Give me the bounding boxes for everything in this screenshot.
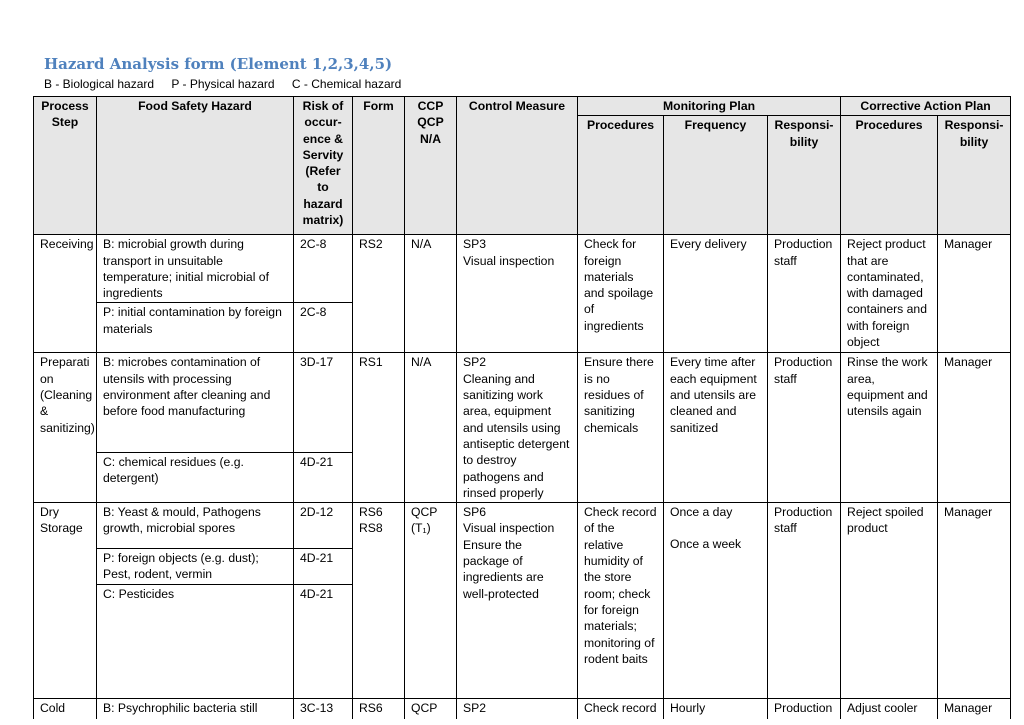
ccp-type: QCP <box>411 505 438 520</box>
header-corrective-responsibility: Responsi-bility <box>938 116 1011 235</box>
risk-cell: 2D-12 <box>294 503 353 549</box>
process-step-cell: Preparati on (Cleaning & sanitizing) <box>34 353 97 503</box>
corrective-responsibility-cell: Manager <box>938 698 1011 719</box>
header-form: Form <box>353 97 405 235</box>
hazard-cell: P: foreign objects (e.g. dust); Pest, rodent, vermin <box>97 549 294 585</box>
control-measure-cell <box>457 503 578 699</box>
hazard-cell: B: microbes contamination of utensils with processing environment after cleaning and before food manufacturing <box>97 353 294 452</box>
responsibility-cell: Production <box>768 698 841 719</box>
corrective-procedures-cell: Adjust cooler <box>841 698 938 719</box>
form-cell: RS6 <box>353 698 405 719</box>
control-text: Cleaning and sanitizing work area, equipment and utensils using antiseptic detergent to destroy pathogens and rinsed properly <box>463 371 570 500</box>
header-food-safety-hazard: Food Safety Hazard <box>97 97 294 235</box>
ccp-cell <box>405 503 457 699</box>
responsibility-cell: Production staff <box>768 235 841 353</box>
header-risk: Risk of occur-ence & Servity (Refer to hazard matrix) <box>294 97 353 235</box>
control-measure-cell: SP2 <box>457 698 578 719</box>
form-cell <box>353 503 405 699</box>
procedures-cell: Check for foreign materials and spoilage of ingredients <box>578 235 664 353</box>
header-monitoring-plan: Monitoring Plan <box>578 97 841 116</box>
frequency-cell <box>664 503 768 699</box>
hazard-cell: B: microbial growth during transport in unsuitable temperature; initial microbial of ingredients <box>97 235 294 303</box>
legend-chemical: C - Chemical hazard <box>291 77 402 91</box>
procedures-cell: Check record <box>578 698 664 719</box>
header-responsibility: Responsi-bility <box>768 116 841 235</box>
responsibility-cell: Production staff <box>768 353 841 503</box>
form-cell: RS2 <box>353 235 405 353</box>
procedures-cell: Ensure there is no residues of sanitizing chemicals <box>578 353 664 503</box>
process-step-cell: Cold <box>34 698 97 719</box>
procedures-cell: Check record of the relative humidity of the store room; check for foreign materials; monitoring of rodent baits <box>578 503 664 699</box>
header-row-1 <box>34 97 1011 116</box>
header-process-step: Process Step <box>34 97 97 235</box>
risk-cell: 2C-8 <box>294 303 353 353</box>
form-code-1: RS6 <box>359 505 383 520</box>
hazard-analysis-table <box>33 96 1011 719</box>
corrective-responsibility-cell: Manager <box>938 353 1011 503</box>
frequency-2: Once a week <box>670 537 742 552</box>
risk-cell: 4D-21 <box>294 452 353 503</box>
table-row <box>34 698 1011 719</box>
risk-cell: 4D-21 <box>294 549 353 585</box>
control-measure-cell <box>457 353 578 503</box>
control-text-2: Ensure the package of ingredients are well-protected <box>463 537 544 601</box>
process-step-cell: Dry Storage <box>34 503 97 699</box>
process-step-cell: Receiving <box>34 235 97 353</box>
risk-cell: 3C-13 <box>294 698 353 719</box>
control-code: SP3 <box>463 237 487 252</box>
hazard-cell: P: initial contamination by foreign materials <box>97 303 294 353</box>
ccp-cell: N/A <box>405 353 457 503</box>
risk-cell: 2C-8 <box>294 235 353 303</box>
hazard-cell: C: chemical residues (e.g. detergent) <box>97 452 294 503</box>
frequency-cell: Every delivery <box>664 235 768 353</box>
hazard-cell: B: Psychrophilic bacteria still <box>97 698 294 719</box>
corrective-responsibility-cell: Manager <box>938 503 1011 699</box>
frequency-cell: Hourly <box>664 698 768 719</box>
header-monitoring-procedures: Procedures <box>578 116 664 235</box>
page-title: Hazard Analysis form (Element 1,2,3,4,5) <box>44 55 393 73</box>
corrective-procedures-cell: Rinse the work area, equipment and utensils again <box>841 353 938 503</box>
ccp-ref: (T₁) <box>411 521 431 536</box>
control-code: SP2 <box>463 355 487 370</box>
form-code-2: RS8 <box>359 521 383 536</box>
corrective-procedures-cell: Reject product that are contaminated, with damaged containers and with foreign object <box>841 235 938 353</box>
control-text-1: Visual inspection <box>463 521 555 536</box>
corrective-procedures-cell: Reject spoiled product <box>841 503 938 699</box>
frequency-1: Once a day <box>670 505 733 520</box>
header-corrective-action-plan: Corrective Action Plan <box>841 97 1011 116</box>
table-row <box>34 353 1011 452</box>
ccp-cell: QCP <box>405 698 457 719</box>
legend-biological: B - Biological hazard <box>44 77 155 91</box>
risk-cell: 3D-17 <box>294 353 353 452</box>
hazard-cell: C: Pesticides <box>97 584 294 698</box>
header-frequency: Frequency <box>664 116 768 235</box>
header-control-measure: Control Measure <box>457 97 578 235</box>
ccp-cell: N/A <box>405 235 457 353</box>
control-code: SP6 <box>463 505 487 520</box>
control-measure-cell <box>457 235 578 353</box>
table-row <box>34 235 1011 303</box>
hazard-legend <box>44 77 415 91</box>
form-cell: RS1 <box>353 353 405 503</box>
header-ccp: CCP QCP N/A <box>405 97 457 235</box>
table-row <box>34 503 1011 549</box>
legend-physical: P - Physical hazard <box>171 77 275 91</box>
hazard-cell: B: Yeast & mould, Pathogens growth, microbial spores <box>97 503 294 549</box>
responsibility-cell: Production staff <box>768 503 841 699</box>
risk-cell: 4D-21 <box>294 584 353 698</box>
header-corrective-procedures: Procedures <box>841 116 938 235</box>
corrective-responsibility-cell: Manager <box>938 235 1011 353</box>
control-text: Visual inspection <box>463 253 555 268</box>
frequency-cell: Every time after each equipment and utensils are cleaned and sanitized <box>664 353 768 503</box>
